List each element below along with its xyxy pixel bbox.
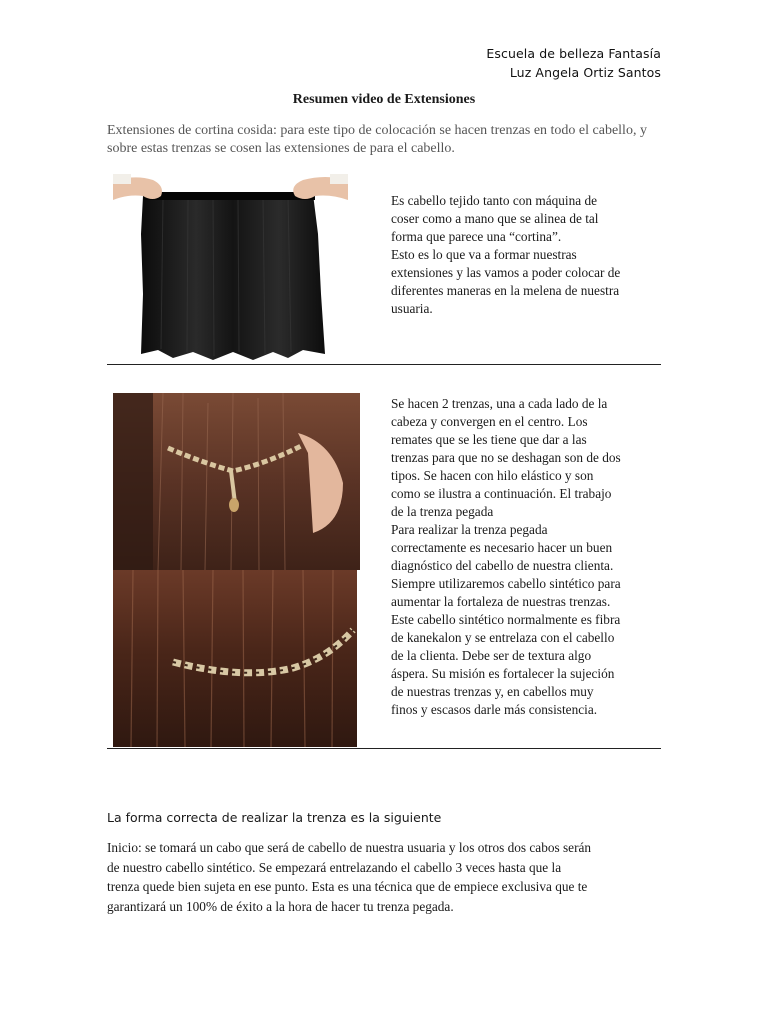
text-line: Inicio: se tomará un cabo que será de cabello de nuestra usuaria y los otros dos cabos serán (107, 840, 592, 855)
text-line: trenzas para que no se deshagan son de dos (391, 450, 621, 465)
text-line: áspera. Su misión es fortalecer la sujeción (391, 666, 615, 681)
text-line: extensiones y las vamos a poder colocar de (391, 265, 621, 280)
text-line: remates que se les tiene que dar a las (391, 432, 587, 447)
hair-weft-photo (113, 174, 348, 360)
text-line: garantizará un 100% de éxito a la hora de hacer tu trenza pegada. (107, 898, 454, 914)
text-line: Para realizar la trenza pegada (391, 522, 548, 537)
text-line: Se hacen 2 trenzas, una a cada lado de la (391, 396, 608, 411)
text-line: cabeza y convergen en el centro. Los (391, 414, 588, 429)
bottom-paragraph (107, 838, 667, 916)
text-line: de la trenza pegada (391, 504, 494, 519)
bottom-heading: La forma correcta de realizar la trenza es la siguiente (107, 810, 442, 825)
intro-paragraph: Extensiones de cortina cosida: para este tipo de colocación se hacen trenzas en todo el cabello, y sobre estas trenzas se cosen las extensiones de para el cabello. (107, 123, 647, 156)
section-divider (107, 364, 661, 365)
author-name: Luz Angela Ortiz Santos (509, 65, 661, 80)
text-line: forma que parece una “cortina”. (391, 229, 562, 244)
page-title: Resumen video de Extensiones (292, 92, 476, 107)
section1-text (391, 192, 661, 318)
text-line: como se ilustra a continuación. El trabajo (391, 486, 612, 501)
section2-text (391, 395, 666, 719)
braid-closeup-photo (113, 570, 357, 747)
text-line: Esto es lo que va a formar nuestras (391, 247, 577, 262)
text-line: usuaria. (391, 301, 433, 316)
braid-back-head-photo (113, 393, 360, 570)
text-line: aumentar la fortaleza de nuestras trenzas. (391, 594, 611, 609)
text-line: tipos. Se hacen con hilo elástico y son (391, 468, 594, 483)
text-line: Este cabello sintético normalmente es fibra (391, 612, 621, 627)
text-line: Siempre utilizaremos cabello sintético para (391, 576, 621, 591)
text-line: correctamente es necesario hacer un buen (391, 540, 613, 555)
text-line: de kanekalon y se entrelaza con el cabello (391, 630, 615, 645)
text-line: diagnóstico del cabello de nuestra clienta. (391, 558, 614, 573)
text-line: diferentes maneras en la melena de nuestra (391, 283, 620, 298)
text-line: trenza quede bien sujeta en ese punto. Esta es una técnica que de empiece exclusiva que te (107, 879, 588, 894)
text-line: de nuestro cabello sintético. Se empezará entrelazando el cabello 3 veces hasta que la (107, 859, 562, 875)
section-divider (107, 748, 661, 749)
text-line: de la clienta. Debe ser de textura algo (391, 648, 592, 663)
text-line: coser como a mano que se alinea de tal (391, 211, 599, 226)
school-name: Escuela de belleza Fantasía (486, 46, 661, 61)
text-line: finos y escasos darle más consistencia. (391, 702, 598, 717)
text-line: de nuestras trenzas y, en cabellos muy (391, 684, 594, 699)
text-line: Es cabello tejido tanto con máquina de (391, 193, 598, 208)
